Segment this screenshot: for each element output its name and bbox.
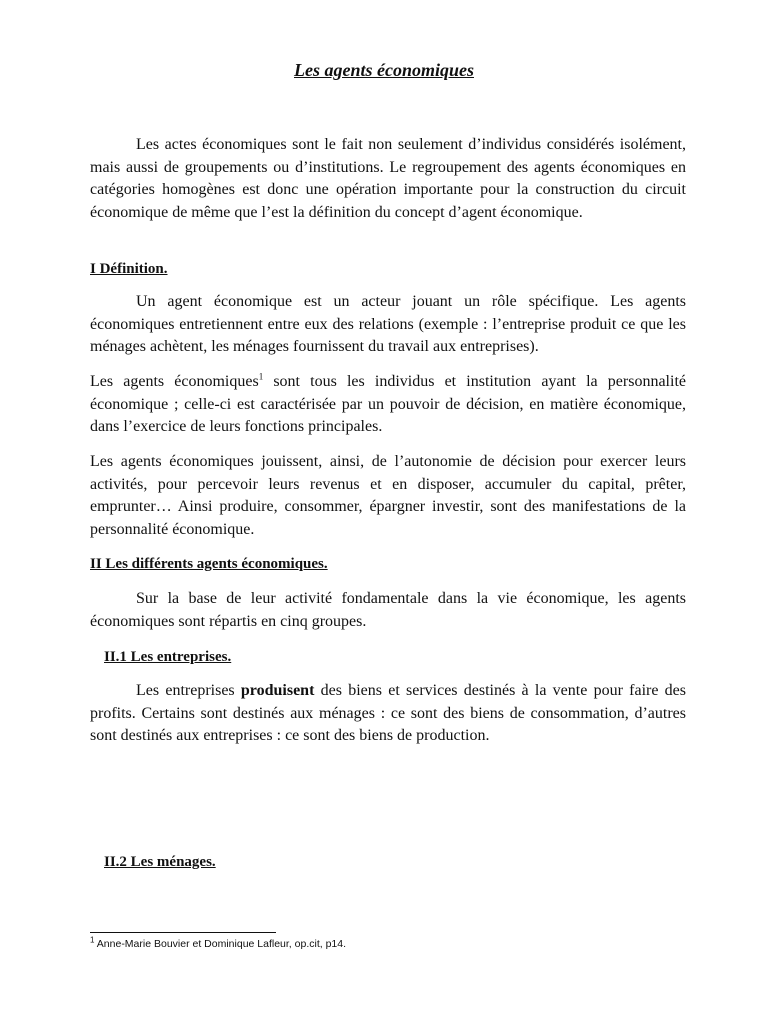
entreprises-paragraph-start: Les entreprises — [136, 682, 241, 699]
section-heading-definition: I Définition. — [90, 261, 168, 277]
agents-paragraph-1: Sur la base de leur activité fondamentale dans la vie économique, les agents économiques sont répartis en cinq groupes. — [90, 590, 686, 630]
entreprises-paragraph-bold: produisent — [240, 682, 315, 699]
footnote-divider — [90, 932, 276, 933]
entreprises-paragraph — [90, 680, 686, 748]
document-title: Les agents économiques — [294, 60, 474, 80]
entreprises-paragraph-end: des biens et services destinés à la vente pour faire des profits. Certains sont destinés aux ménages : ce sont des biens de consommation, d’autres sont destinés aux entreprises : ce sont des biens de production. — [90, 682, 687, 745]
footnote-text: Anne-Marie Bouvier et Dominique Lafleur, op.cit, p14. — [94, 938, 347, 950]
definition-paragraph-2-start: Les agents économiques — [90, 373, 259, 390]
intro-paragraph: Les actes économiques sont le fait non seulement d’individus considérés isolément, mais aussi de groupements ou d’institutions. Le regroupement des agents économiques en catégories homogènes est donc une opération importante pour la construction du circuit économique de même que l’est la définition du concept d’agent économique. — [90, 136, 686, 221]
definition-paragraph-2 — [90, 371, 686, 439]
footnote-number: 1 — [90, 935, 95, 945]
footnote-reference: 1 — [258, 371, 264, 382]
footnote — [90, 935, 347, 950]
section-heading-entreprises: II.1 Les entreprises. — [104, 649, 232, 665]
section-heading-menages: II.2 Les ménages. — [104, 854, 216, 870]
definition-paragraph-2-end: sont tous les individus et institution ayant la personnalité économique ; celle-ci est caractérisée par un pouvoir de décision, en matière économique, dans l’exercice de leurs fonctions principales. — [90, 373, 686, 436]
section-heading-agents: II Les différents agents économiques. — [90, 556, 328, 572]
definition-paragraph-1: Un agent économique est un acteur jouant un rôle spécifique. Les agents économiques entretiennent entre eux des relations (exemple : l’entreprise produit ce que les ménages achètent, les ménages fournissent du travail aux entreprises). — [90, 293, 686, 356]
definition-paragraph-3: Les agents économiques jouissent, ainsi, de l’autonomie de décision pour exercer leurs activités, pour percevoir leurs revenus et en disposer, accumuler du capital, prêter, emprunter… Ainsi produire, consommer, épargner investir, sont des manifestations de la personnalité économique. — [90, 453, 686, 538]
